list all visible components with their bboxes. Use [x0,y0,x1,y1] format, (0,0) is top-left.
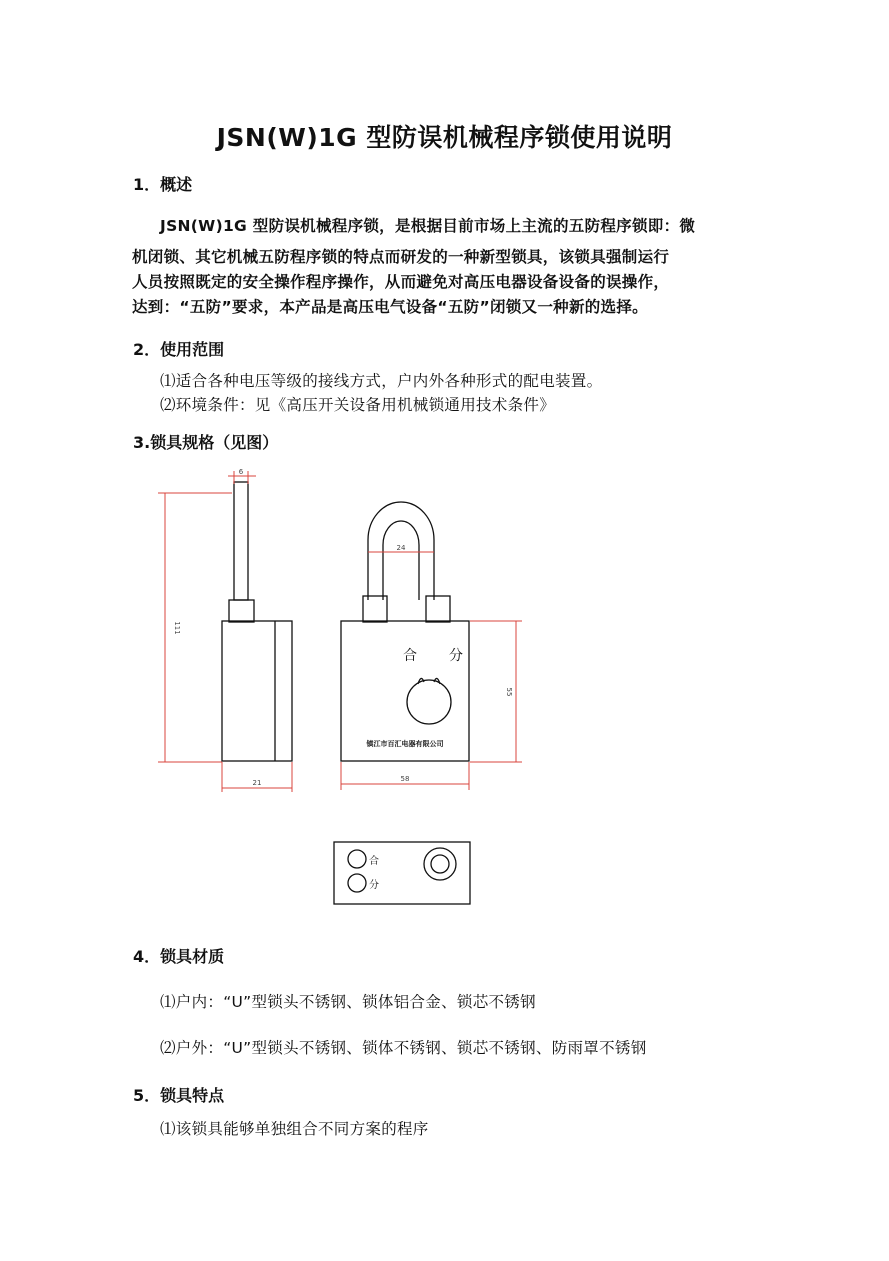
section-1-line-4: 达到：“五防”要求，本产品是高压电气设备“五防”闭锁又一种新的选择。 [132,298,648,316]
section-1-line-3: 人员按照既定的安全操作程序操作，从而避免对高压电器设备设备的误操作， [132,273,670,291]
front-label-fen: 分 [449,648,463,664]
dimension-lines [158,471,522,792]
dim-shackle-inner: 24 [396,544,406,552]
bottom-keyhole-outer [424,848,456,880]
side-shackle [234,482,248,600]
section-2-heading: 2．使用范围 [133,340,225,359]
dim-side-width: 21 [252,779,262,787]
keyhole-knob [407,680,451,724]
bottom-keyhole-inner [431,855,449,873]
dim-body-height: 55 [505,687,513,697]
section-2-line-2: ⑵环境条件：见《高压开关设备用机械锁通用技术条件》 [160,396,556,414]
front-label-he: 合 [403,648,417,664]
page-title: JSN(W)1G 型防误机械程序锁使用说明 [216,123,673,152]
front-collar-right [426,596,450,622]
bottom-label-fen: 分 [369,880,379,891]
section-1-line-1: JSN(W)1G 型防误机械程序锁，是根据目前市场上主流的五防程序锁即：微 [160,217,696,235]
section-1-line-2: 机闭锁、其它机械五防程序锁的特点而研发的一种新型锁具，该锁具强制运行 [132,248,670,266]
section-4-heading: 4．锁具材质 [133,947,225,966]
bottom-hole-fen [348,874,366,892]
section-5-heading: 5．锁具特点 [133,1086,225,1105]
section-3-heading: 3.锁具规格（见图） [133,433,279,452]
bottom-hole-he [348,850,366,868]
dim-shackle-width: 6 [238,468,244,476]
section-4-line-1: ⑴户内：“U”型锁头不锈钢、锁体铝合金、锁芯不锈钢 [160,993,536,1011]
front-shackle-inner [383,521,419,600]
bottom-label-he: 合 [369,856,379,867]
dim-body-width: 58 [400,775,410,783]
dim-total-height: 111 [173,621,181,635]
section-2-line-1: ⑴适合各种电压等级的接线方式，户内外各种形式的配电装置。 [160,372,603,390]
section-5-line-1: ⑴该锁具能够单独组合不同方案的程序 [160,1120,429,1138]
section-4-line-2: ⑵户外：“U”型锁头不锈钢、锁体不锈钢、锁芯不锈钢、防雨罩不锈钢 [160,1039,647,1057]
side-body [222,621,292,761]
maker-label: 镇江市百汇电器有限公司 [366,740,444,748]
side-shackle-collar [229,600,254,622]
section-1-heading: 1．概述 [133,175,193,194]
